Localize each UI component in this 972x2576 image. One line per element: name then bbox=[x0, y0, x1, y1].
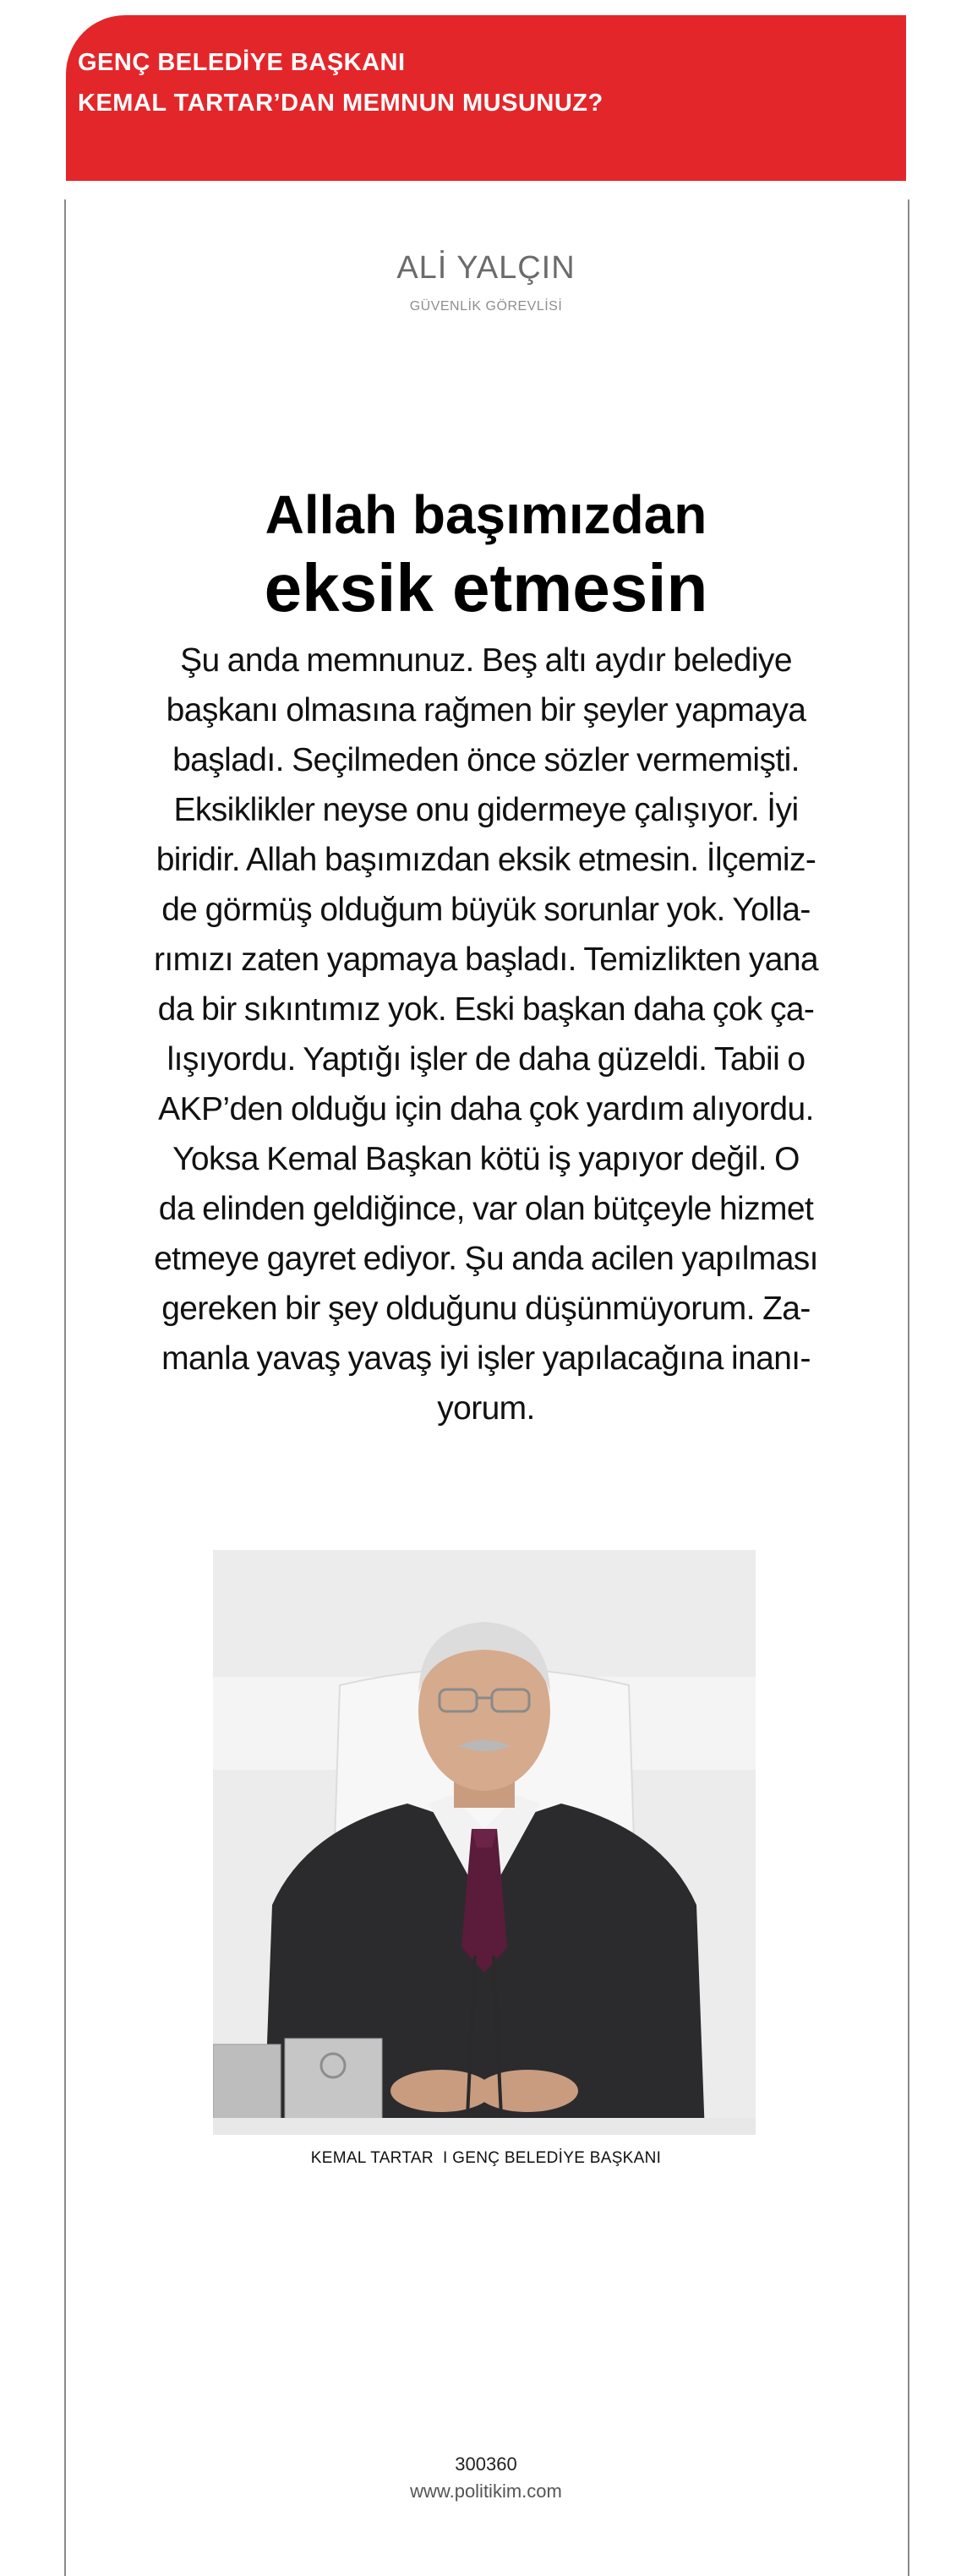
body-line: etmeye gayret ediyor. Şu anda acilen yapılması bbox=[154, 1241, 818, 1277]
body-line: Yoksa Kemal Başkan kötü iş yapıyor değil. O bbox=[172, 1141, 800, 1177]
headline-line1: Allah başımızdan bbox=[265, 484, 707, 545]
body-line: lışıyordu. Yaptığı işler de daha güzeldi. Tabii o bbox=[167, 1041, 805, 1078]
header-title-line1: GENÇ BELEDİYE BAŞKANI bbox=[78, 49, 406, 76]
mayor-portrait-photo bbox=[213, 1550, 756, 2135]
body-line: biridir. Allah başımızdan eksik etmesin. İlçemiz- bbox=[156, 842, 816, 878]
author-name: ALİ YALÇIN bbox=[396, 250, 576, 286]
photo-caption: KEMAL TARTAR I GENÇ BELEDİYE BAŞKANI bbox=[310, 2149, 662, 2167]
body-line: manla yavaş yavaş iyi işler yapılacağına inanı- bbox=[161, 1340, 811, 1377]
body-line: de görmüş olduğum büyük sorunlar yok. Yolla- bbox=[161, 892, 811, 928]
body-line: Eksiklikler neyse onu gidermeye çalışıyor. İyi bbox=[173, 792, 799, 828]
body-line: rımızı zaten yapmaya başladı. Temizlikten yana bbox=[153, 941, 819, 978]
footer-number: 300360 bbox=[455, 2453, 517, 2475]
footer-url: www.politikim.com bbox=[410, 2480, 562, 2502]
body-line: yorum. bbox=[437, 1390, 535, 1427]
body-line: başladı. Seçilmeden önce sözler vermemişti. bbox=[172, 742, 800, 778]
portrait-illustration bbox=[213, 1550, 756, 2135]
body-line: gereken bir şey olduğunu düşünmüyorum. Za- bbox=[161, 1291, 811, 1327]
header-title-line2: KEMAL TARTAR’DAN MEMNUN MUSUNUZ? bbox=[78, 90, 603, 117]
body-line: başkanı olmasına rağmen bir şeyler yapmaya bbox=[166, 692, 806, 729]
article-body bbox=[139, 636, 833, 1433]
body-line: da bir sıkıntımız yok. Eski başkan daha çok ça- bbox=[157, 991, 815, 1028]
body-line: da elinden geldiğince, var olan bütçeyle hizmet bbox=[158, 1191, 814, 1227]
body-line: Şu anda memnunuz. Beş altı aydır belediye bbox=[180, 642, 792, 679]
author-role: GÜVENLİK GÖREVLİSİ bbox=[409, 299, 563, 314]
body-line: AKP’den olduğu için daha çok yardım alıyordu. bbox=[158, 1091, 814, 1127]
headline-line2: eksik etmesin bbox=[264, 550, 708, 625]
